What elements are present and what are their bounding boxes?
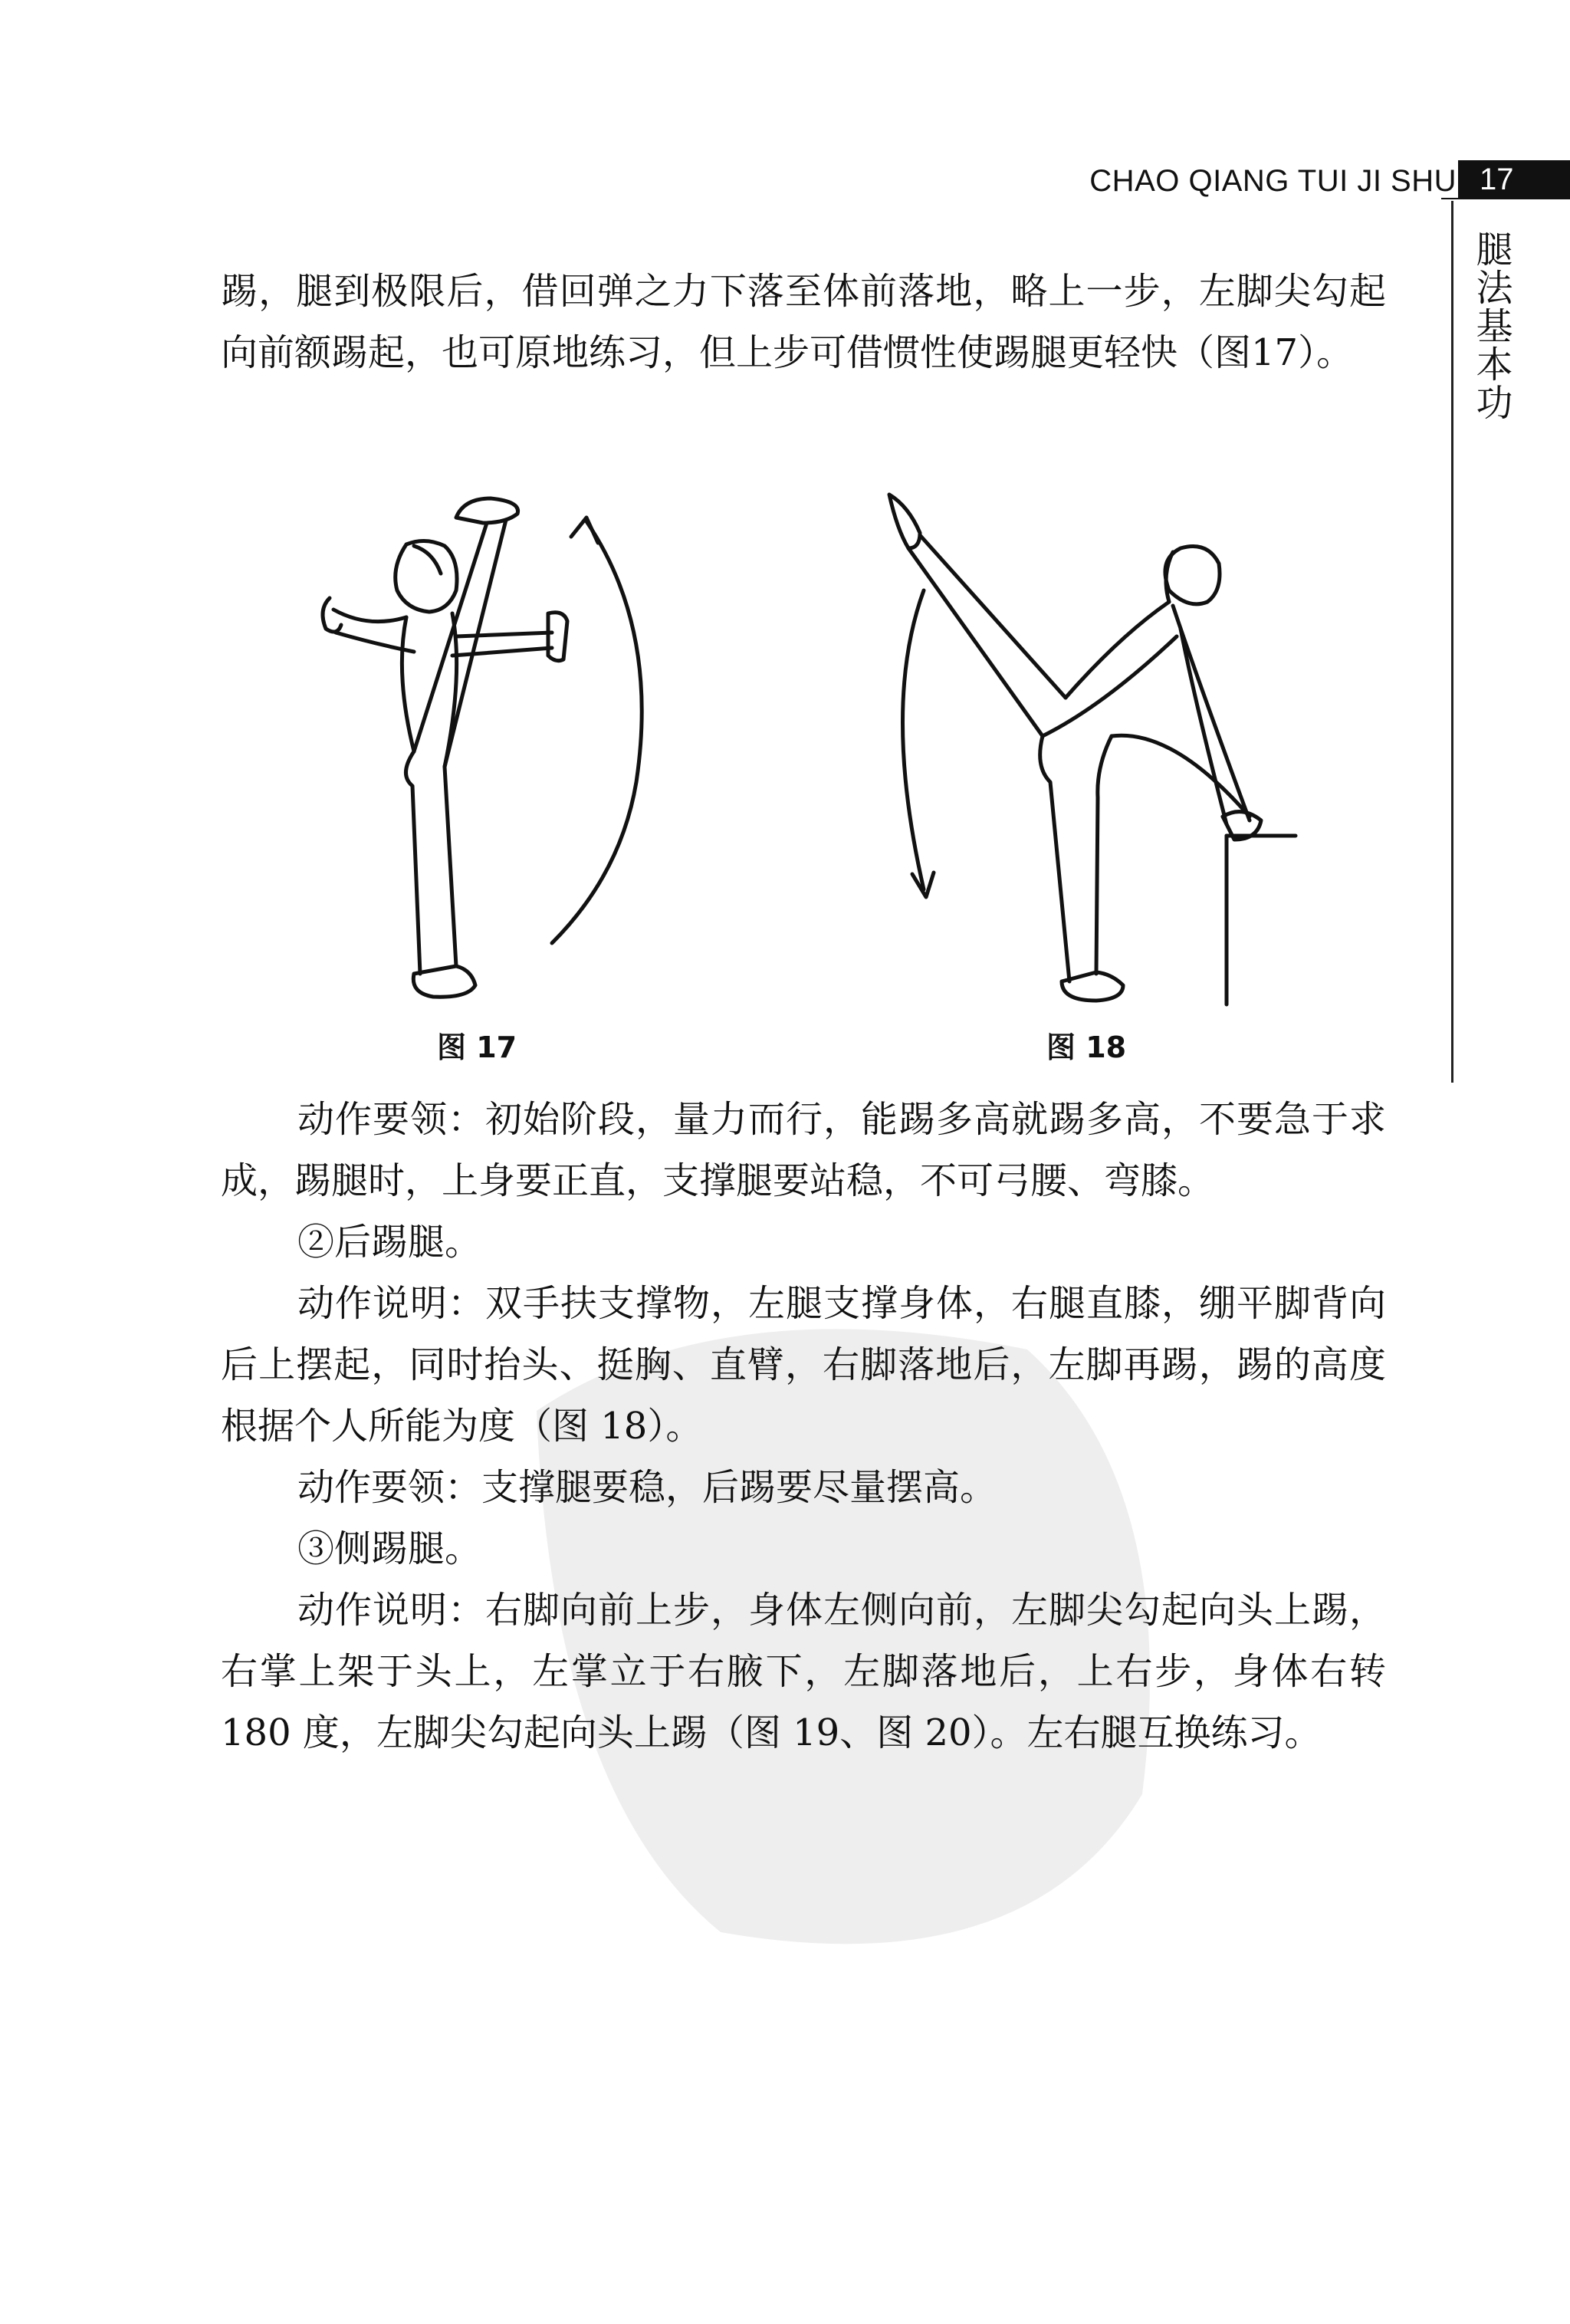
- figure-18-back-kick: [866, 475, 1311, 1012]
- figure-18-caption: 图 18: [1046, 1031, 1127, 1064]
- raised-leg-top: [920, 535, 1066, 698]
- arm-back: [1181, 629, 1227, 824]
- paragraph-back-kick-tips: 动作要领：支撑腿要稳，后踢要尽量摆高。: [297, 1466, 997, 1509]
- paragraph-back-kick-description: 动作说明：双手扶支撑物，左腿支撑身体，右腿直膝，绷平脚背向后上摆起，同时抬头、挺胸、直臂，右脚落地后，左脚再踢，踢的高度根据个人所能为度（图 18）。: [221, 1282, 1386, 1448]
- support-foot: [413, 966, 475, 997]
- raised-foot: [456, 498, 518, 523]
- motion-arc: [552, 521, 642, 943]
- side-rule: [1451, 201, 1453, 1083]
- paragraph-side-kick-description: 动作说明：右脚向前上步，身体左侧向前，左脚尖勾起向头上踢，右掌上架于头上，左掌立于右腋下，左脚落地后，上右步，身体右转 180 度，左脚尖勾起向头上踢（图 19、图 20）。左右腿互换练习。: [221, 1589, 1386, 1754]
- support-leg-back: [1040, 736, 1069, 981]
- hair-line: [414, 546, 441, 574]
- running-header-title: CHAO QIANG TUI JI SHU: [1089, 164, 1457, 198]
- support-leg-front: [1096, 736, 1112, 974]
- support-leg-back: [445, 767, 456, 966]
- chapter-side-label: 腿法基本功: [1470, 230, 1513, 422]
- left-arm-top: [333, 610, 406, 622]
- right-palm: [548, 613, 567, 661]
- heading-side-kick: ③侧踢腿。: [297, 1527, 482, 1570]
- arm-front: [1173, 606, 1250, 820]
- torso-top: [1066, 602, 1169, 698]
- figure-17-front-kick: [299, 475, 698, 1012]
- figure-17-caption: 图 17: [437, 1031, 517, 1064]
- right-arm-top: [456, 633, 552, 636]
- support-leg-front: [406, 751, 420, 974]
- arc-arrowhead: [571, 518, 598, 543]
- motion-arc: [903, 590, 925, 889]
- support-foot: [1062, 972, 1123, 1001]
- heading-back-kick: ②后踢腿。: [297, 1221, 482, 1264]
- header-rule: [1441, 198, 1570, 199]
- raised-foot: [889, 495, 920, 548]
- left-fist: [323, 598, 341, 632]
- paragraph-front-kick-tips: 动作要领：初始阶段，量力而行，能踢多高就踢多高，不要急于求成，踢腿时，上身要正直，支撑腿要站稳，不可弓腰、弯膝。: [221, 1098, 1386, 1202]
- raised-leg-bottom: [908, 548, 1043, 736]
- page-number: 17: [1458, 160, 1570, 199]
- torso-left: [402, 617, 414, 751]
- hip-line: [1112, 735, 1250, 817]
- right-arm-bottom: [452, 648, 552, 656]
- paragraph-continued: 踢，腿到极限后，借回弹之力下落至体前落地，略上一步，左脚尖勾起向前额踢起，也可原地练习，但上步可借惯性使踢腿更轻快（图17）。: [221, 270, 1386, 374]
